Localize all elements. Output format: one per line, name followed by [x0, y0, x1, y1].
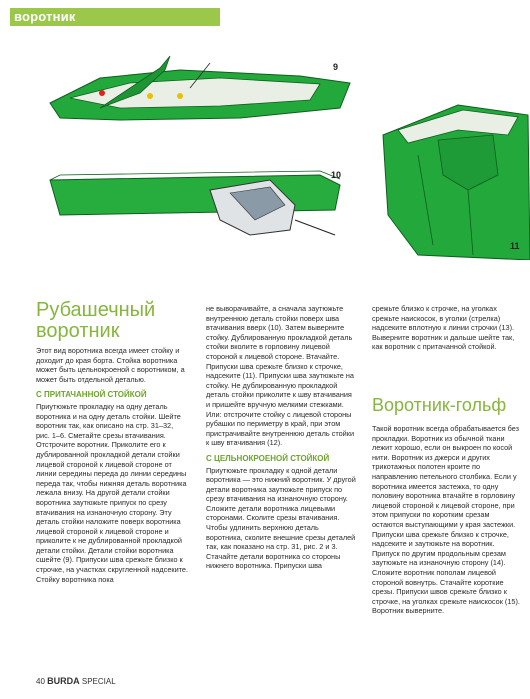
section-header-title: воротник [14, 9, 76, 24]
figure-11-illustration [378, 95, 530, 260]
middle-column [206, 304, 356, 574]
left-paragraph-1: Приутюжьте прокладку на одну деталь воротника и на одну деталь стойки. Шейте воротник так, как описано на стр. 31–32, рис. 1–6. Сметайте срезы втачивания. Отстрочите воротник. Приколите его к дублированной прокладкой детали стойки лицевой стороной к лицевой стороне от линии середины переда до линии середины переда так, чтобы нижняя деталь воротника лежала внизу. На другой детали стойки воротника заутюжьте припуск по срезу втачивания на изнаночную сторону. Эту деталь стойки наложите поверх воротника лицевой стороной к лицевой стороне и приколите к не дублированной прокладкой детали стойки. Детали стойки воротника сшейте (9). Припуски шва срежьте близко к строчке, на участках скругленной надсеките. Стойку воротника пока [36, 401, 189, 584]
left-column [36, 346, 188, 587]
left-intro-paragraph: Этот вид воротника всегда имеет стойку и доходит до края борта. Стойка воротника может быть цельнокроеной с воротником, а может быть отдельной деталью. [36, 346, 185, 384]
right-column-bottom [372, 424, 522, 619]
left-title-line-1: Рубашечный [36, 299, 156, 321]
figure-9-illustration [40, 48, 360, 138]
figure-10-number: 10 [331, 170, 342, 180]
right-column-top [372, 304, 522, 355]
figure-10-illustration [40, 165, 350, 255]
left-section-title [36, 300, 155, 341]
middle-paragraph-2: Приутюжьте прокладку к одной детали воротника — это нижний воротник. У другой детали воротника заутюжьте припуск по срезу втачивания на изнаночную сторону. Сложите детали воротника лицевыми сторонами. Сколите срезы втачивания. Чтобы удлинить верхнюю деталь воротника, сколите внешние срезы деталей так, как показано на стр. 31, рис. 2 и 3. Стачайте детали воротника со стороны нижнего воротника. Припуски шва [206, 465, 356, 571]
right-section-title: Воротник-гольф [372, 395, 507, 415]
right-paragraph-1: срежьте близко к строчке, на уголках срежьте наискосок, в уголки (стрелка) надсеките вплотную к линии строчки (13). Выверните воротник и дальше шейте так, как воротник с притачанной стойкой. [372, 304, 515, 352]
page-number: 40 [36, 677, 45, 686]
brand-name: BURDA [47, 676, 80, 686]
left-title-line-2: воротник [36, 320, 120, 342]
middle-subhead: С ЦЕЛЬНОКРОЕНОЙ СТОЙКОЙ [206, 453, 330, 463]
figure-9-number: 9 [333, 62, 339, 72]
right-paragraph-2: Такой воротник всегда обрабатывается без прокладки. Воротник из обычной ткани лежит хорошо, если он выкроен по косой нити. Воротник из джерси и других трикотажных полотен кроите по направлению петельного столбика. Если у воротника имеется застежка, то одну половину воротника втачайте в горловину лицевой стороной к лицевой стороне, при этом припуски по коротким срезам остаются выступающими у края застежки. Припуски шва срежьте близко к строчке, надсеките и заутюжьте на воротник. Припуск по другим продольным срезам заутюжьте на изнаночную сторону (14). Сложите воротник пополам лицевой стороной вовнутрь. Стачайте короткие срезы. Припуски швов срежьте близко к строчке, на уголках срежьте наискосок (15). Воротник выверните. [372, 424, 520, 616]
left-subhead: С ПРИТАЧАННОЙ СТОЙКОЙ [36, 390, 147, 400]
page-footer [36, 676, 116, 686]
figure-11-number: 11 [510, 241, 520, 251]
middle-paragraph-1: не выворачивайте, а сначала заутюжьте внутреннюю деталь стойки поверх шва втачивания вверх (10). Затем выверните стойку. Дублированную прокладкой деталь стойки вколите в горловину лицевой стороной к лицевой стороне. Втачайте. Припуски шва срежьте близко к строчке, надсеките (11). Припуски шва заутюжьте на стойку. Не дублированную прокладкой деталь стойки приколите к шву втачивания и пришейте вручную мелкими стежками. Или: отстрочите стойку с лицевой стороны рубашки по периметру в край, при этом пристрачивайте внутреннюю деталь стойки к шву втачивания (12). [206, 304, 355, 448]
brand-suffix: SPECIAL [81, 677, 116, 686]
